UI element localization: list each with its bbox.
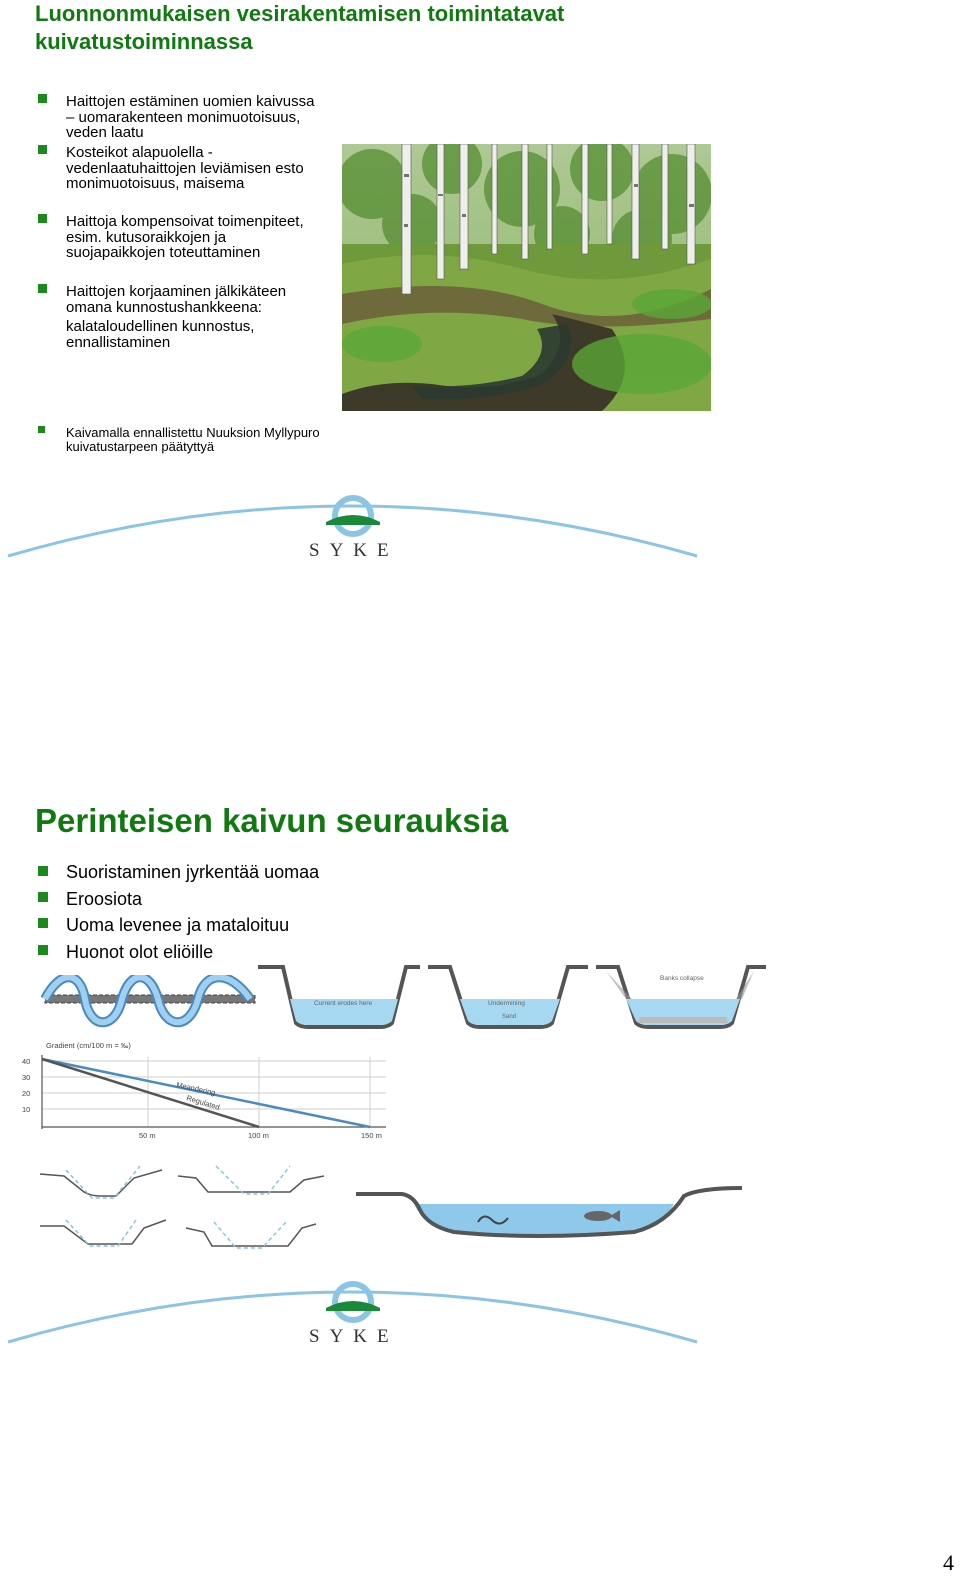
bullet-marker	[38, 892, 48, 902]
natural-channel-habitat-diagram	[354, 1182, 746, 1244]
undermining-label: Undermining	[488, 1000, 525, 1007]
banks-collapse-label: Banks collapse	[660, 975, 704, 982]
slide2-bullet-4: Huonot olot eliöille	[66, 942, 214, 962]
syke-logo-text: SYKE	[309, 540, 399, 561]
slide2-title: Perinteisen kaivun seurauksia	[35, 802, 509, 839]
cross-section-3	[596, 967, 766, 1027]
slide1-bullet-2: Kosteikot alapuolella - vedenlaatuhaittojen leviämisen esto monimuotoisuus, maisema	[66, 144, 304, 192]
bullet-marker	[38, 918, 48, 928]
slide1-bullet-3: Haittoja kompensoivat toimenpiteet, esim. kutusoraikkojen ja suojapaikkojen toteuttaminen	[66, 213, 304, 261]
svg-text:150 m: 150 m	[361, 1131, 382, 1140]
bullet-marker	[38, 866, 48, 876]
chart-title: Gradient (cm/100 m = ‰)	[46, 1041, 131, 1050]
cross-section-1	[258, 967, 420, 1027]
slide1-title: Luonnonmukaisen vesirakentamisen toimintatavat kuivatustoiminnassa	[35, 1, 565, 54]
bullet-marker	[38, 94, 47, 103]
slide1-bullet-1: Haittojen estäminen uomien kaivussa – uomarakenteen monimuotoisuus, veden laatu	[66, 93, 315, 141]
svg-text:30: 30	[22, 1073, 31, 1082]
bullet-marker	[38, 426, 45, 433]
gradient-chart	[18, 1037, 390, 1145]
forest-stream-photo	[342, 144, 711, 411]
syke-logo-icon	[322, 494, 384, 538]
regulated-label: Regulated	[185, 1093, 221, 1112]
syke-logo-text-2: SYKE	[309, 1326, 399, 1347]
sand-label: Sand	[502, 1014, 517, 1020]
meander-channel-diagram	[40, 975, 260, 1035]
page-number: 4	[943, 1550, 954, 1575]
svg-text:40: 40	[22, 1057, 31, 1066]
bullet-marker	[38, 214, 47, 223]
cross-section-2	[428, 967, 588, 1027]
meandering-label: Meandering	[175, 1080, 217, 1098]
bullet-marker	[38, 284, 47, 293]
photo-caption: Kaivamalla ennallistettu Nuuksion Myllypuro kuivatustarpeen päätyttyä	[66, 425, 320, 454]
slide2-bullet-2: Eroosiota	[66, 889, 143, 909]
svg-text:20: 20	[22, 1089, 31, 1098]
svg-text:100 m: 100 m	[248, 1131, 269, 1140]
current-erodes-label: Current erodes here	[314, 1000, 373, 1007]
svg-text:50 m: 50 m	[139, 1131, 156, 1140]
channel-profile-diagrams	[36, 1162, 328, 1262]
syke-logo-icon-2	[322, 1280, 384, 1324]
bullet-marker	[38, 945, 48, 955]
bullet-marker	[38, 145, 47, 154]
svg-text:10: 10	[22, 1105, 31, 1114]
slide2-bullet-1: Suoristaminen jyrkentää uomaa	[66, 862, 320, 882]
cross-section-panels	[258, 965, 770, 1037]
slide2-bullet-3: Uoma levenee ja mataloituu	[66, 915, 290, 935]
slide1-bullet-4: Haittojen korjaaminen jälkikäteen omana kunnostushankkeena: kalataloudellinen kunnostus, ennallistaminen	[66, 283, 287, 351]
